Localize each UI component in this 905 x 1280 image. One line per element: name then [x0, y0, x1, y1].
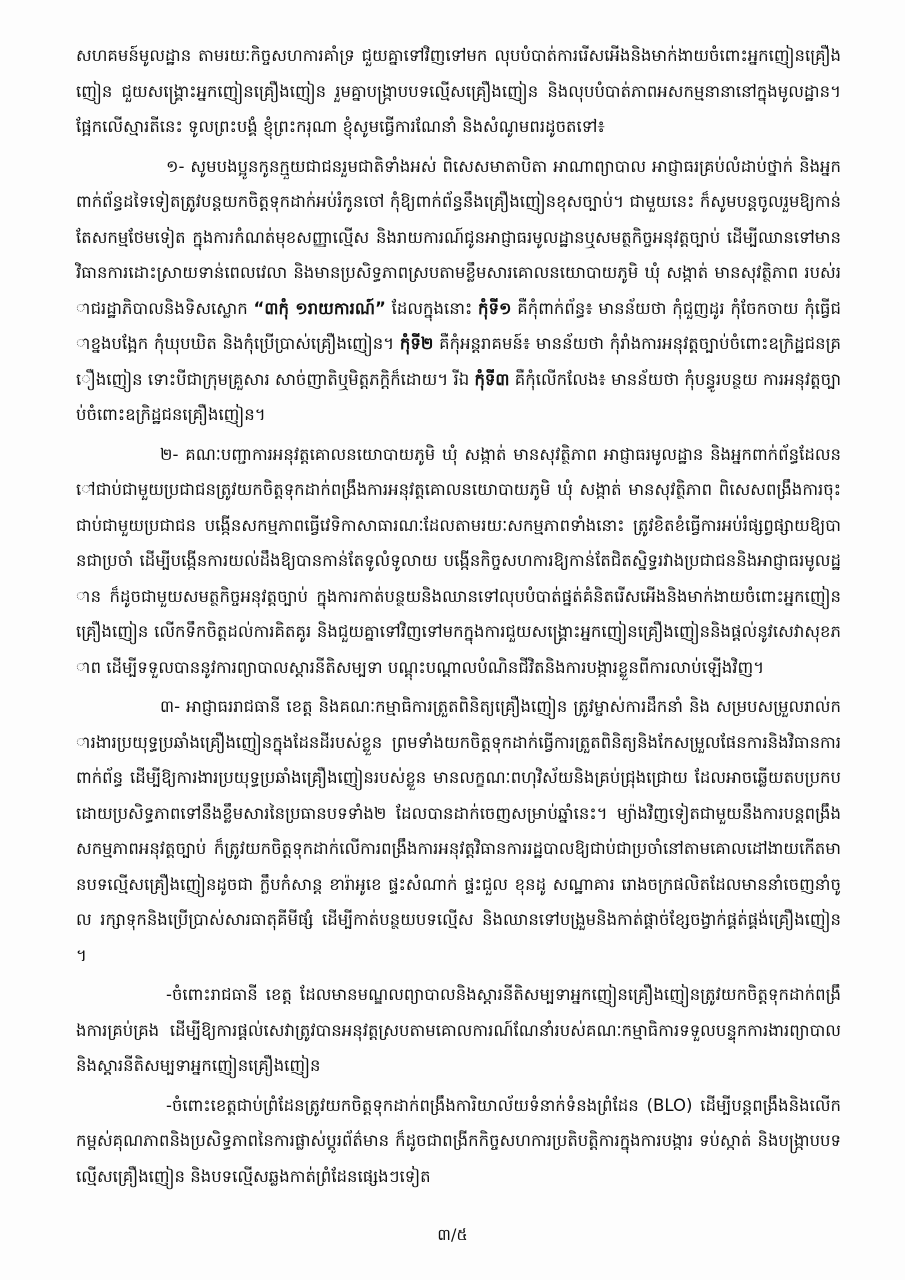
dont-3-label: កុំទី៣: [474, 369, 510, 389]
intro-paragraph: សហគមន៍មូលដ្ឋាន តាមរយៈកិច្ចសហការគាំទ្រ ជួយគ្នាទៅវិញទៅមក លុបបំបាត់ការរើសអើងនិងមាក់ងាយចំពោះអ្នកញៀនគ្រឿងញៀន ជួយសង្គ្រោះអ្នកញៀនគ្រឿងញៀន រួមគ្នាបង្ក្រាបបទល្មើសគ្រឿងញៀន និងលុបបំបាត់ភាពអសកម្មនានានៅក្នុងមូលដ្ឋាន។ ផ្អែកលើស្មារតីនេះ ទូលព្រះបង្គំ ខ្ញុំព្រះករុណា ខ្ញុំសូមធ្វើការណែនាំ និងសំណូមពរដូចតទៅ៖: [76, 46, 841, 136]
point-3-sub-2-paragraph: -ចំពោះខេត្តជាប់ព្រំដែនត្រូវយកចិត្តទុកដាក់ពង្រឹងការិយាល័យទំនាក់ទំនងព្រំដែន (BLO) ដើម្បីបន្តពង្រឹងនិងលើកកម្ពស់គុណភាពនិងប្រសិទ្ធភាពនៃការផ្លាស់ប្តូរព័ត៌មាន ក៏ដូចជាពង្រីកកិច្ចសហការប្រតិបត្តិការក្នុងការបង្ការ ទប់ស្កាត់ និងបង្ក្រាបបទល្មើសគ្រឿងញៀន និងបទល្មើសឆ្លងកាត់ព្រំដែនផ្សេងៗទៀត: [76, 1095, 841, 1186]
point-1-text-c: ដែលក្នុងនោះ: [385, 298, 479, 318]
dont-2-label: កុំទី២: [399, 334, 434, 353]
dont-1-label: កុំទី១: [478, 298, 512, 318]
point-3-paragraph: ៣- អាជ្ញាធររាជធានី ខេត្ត និងគណៈកម្មាធិការត្រួតពិនិត្យគ្រឿងញៀន ត្រូវម្ចាស់ការដឹកនាំ និង សម្របសម្រួលរាល់ការងារប្រយុទ្ធប្រឆាំងគ្រឿងញៀនក្នុងដែនដីរបស់ខ្លួន ព្រមទាំងយកចិត្តទុកដាក់ធ្វើការត្រួតពិនិត្យនិងកែសម្រួលផែនការនិងវិធានការពាក់ព័ន្ធ ដើម្បីឱ្យការងារប្រយុទ្ធប្រឆាំងគ្រឿងញៀនរបស់ខ្លួន មានលក្ខណៈពហុវិស័យនិងគ្រប់ជ្រុងជ្រោយ ដែលអាចឆ្លើយតបប្រកបដោយប្រសិទ្ធភាពទៅនឹងខ្លឹមសារនៃប្រធានបទទាំង២ ដែលបានដាក់ចេញសម្រាប់ឆ្នាំនេះ។ ម្យ៉ាងវិញទៀតជាមួយនឹងការបន្តពង្រឹងសកម្មភាពអនុវត្តច្បាប់ ក៏ត្រូវយកចិត្តទុកដាក់លើការពង្រឹងការអនុវត្តវិធានការរដ្ឋបាលឱ្យជាប់ជាប្រចាំនៅតាមគោលដៅងាយកើតមានបទល្មើសគ្រឿងញៀនដូចជា ក្លឹបកំសាន្ត ខារ៉ាអូខេ ផ្ទះសំណាក់ ផ្ទះជួល ខុនដូ សណ្ឋាគារ រោងចក្រផលិតដែលមាននាំចេញនាំចូល រក្សាទុកនិងប្រើប្រាស់សារធាតុគីមីផ្សំ ដើម្បីកាត់បន្ថយបទល្មើស និងឈានទៅបង្រួមនិងកាត់ផ្តាច់ខ្សែចង្វាក់ផ្គត់ផ្គង់គ្រឿងញៀន។: [76, 697, 841, 965]
point-1-text-a: ១- សូមបងប្អូនកូនក្មួយជាជនរួមជាតិទាំងអស់ ពិសេសមាតាបិតា អាណាព្យាបាល អាជ្ញាធរគ្រប់លំដាប់ថ្នាក់ និងអ្នកពាក់ព័ន្ធដទៃទៀតត្រូវបន្តយកចិត្តទុកដាក់អប់រំកូនចៅ កុំឱ្យពាក់ព័ន្ធនឹងគ្រឿងញៀនខុសច្បាប់។ ជាមួយនេះ ក៏សូមបន្តចូលរួមឱ្យកាន់តែសកម្មថែមទៀត ក្នុងការកំណត់មុខសញ្ញាល្មើស និងរាយការណ៍ជូនអាជ្ញាធរមូលដ្ឋានឬសមត្ថកិច្ចអនុវត្តច្បាប់ ដើម្បីឈានទៅមានវិធានការដោះស្រាយទាន់ពេលវេលា និងមានប្រសិទ្ធភាពស្របតាមខ្លឹមសារគោលនយោបាយភូមិ ឃុំ សង្កាត់ មានសុវត្ថិភាព របស់រាជរដ្ឋាភិបាលនិងទិសស្លោក: [76, 156, 841, 318]
point-1-paragraph: [76, 149, 841, 433]
point-1-text-e: គឺកុំពាក់ព័ន្ធ៖ មានន័យថា កុំជួញដូរ កុំចែកចាយ កុំធ្វើជាខ្នងបង្អែក កុំឃុបឃិត និងកុំប្រើប្រាស់គ្រឿងញៀន។: [76, 298, 841, 353]
point-2-paragraph: ២- គណៈបញ្ជាការអនុវត្តគោលនយោបាយភូមិ ឃុំ សង្កាត់ មានសុវត្ថិភាព អាជ្ញាធរមូលដ្ឋាន និងអ្នកពាក់ព័ន្ធដែលនៅជាប់ជាមួយប្រជាជនត្រូវយកចិត្តទុកដាក់ពង្រឹងការអនុវត្តគោលនយោបាយភូមិ ឃុំ សង្កាត់ មានសុវត្ថិភាព ពិសេសពង្រឹងការចុះជាប់ជាមួយប្រជាជន បង្កើនសកម្មភាពធ្វើវេទិកាសាធារណៈដែលតាមរយៈសកម្មភាពទាំងនោះ ត្រូវខិតខំធ្វើការអប់រំផ្សព្វផ្សាយឱ្យបានជាប្រចាំ ដើម្បីបង្កើនការយល់ដឹងឱ្យបានកាន់តែទូលំទូលាយ បង្កើនកិច្ចសហការឱ្យកាន់តែជិតស្និទ្ធរវាងប្រជាជននិងអាជ្ញាធរមូលដ្ឋាន ក៏ដូចជាមួយសមត្ថកិច្ចអនុវត្តច្បាប់ ក្នុងការកាត់បន្ថយនិងឈានទៅលុបបំបាត់ផ្នត់គំនិតរើសអើងនិងមាក់ងាយចំពោះអ្នកញៀនគ្រឿងញៀន លើកទឹកចិត្តដល់ការគិតគូរ និងជួយគ្នាទៅវិញទៅមកក្នុងការជួយសង្គ្រោះអ្នកញៀនគ្រឿងញៀននិងផ្តល់នូវសេវាសុខភាព ដើម្បីទទួលបាននូវការព្យាបាលស្តារនីតិសម្បទា បណ្តុះបណ្តាលបំណិនជីវិតនិងការបង្ការខ្លួនពីការលាប់ឡើងវិញ។: [76, 444, 841, 677]
point-1-text-i: គឺកុំលើកលែង៖ មានន័យថា កុំបន្ធូរបន្ថយ ការអនុវត្តច្បាប់ចំពោះឧក្រិដ្ឋជនគ្រឿងញៀន។: [76, 369, 841, 424]
point-1-text-g: គឺកុំអន្តរាគមន៍៖ មានន័យថា កុំរាំងការអនុវត្តច្បាប់ចំពោះឧក្រិដ្ឋជនគ្រឿងញៀន ទោះបីជាក្រុមគ្រួសារ សាច់ញាតិឬមិត្តភក្តិក៏ដោយ។ រីឯ: [76, 334, 841, 389]
slogan-text: “៣កុំ ១រាយការណ៍”: [253, 298, 386, 318]
point-3-sub-1-paragraph: -ចំពោះរាជធានី ខេត្ត ដែលមានមណ្ឌលព្យាបាលនិងស្តារនីតិសម្បទាអ្នកញៀនគ្រឿងញៀនត្រូវយកចិត្តទុកដាក់ពង្រឹងការគ្រប់គ្រង ដើម្បីឱ្យការផ្តល់សេវាត្រូវបានអនុវត្តស្របតាមគោលការណ៍ណែនាំរបស់គណៈកម្មាធិការទទួលបន្ទុកការងារព្យាបាលនិងស្តារនីតិសម្បទាអ្នកញៀនគ្រឿងញៀន: [76, 985, 841, 1075]
page-number: ៣/៥: [437, 1225, 468, 1244]
